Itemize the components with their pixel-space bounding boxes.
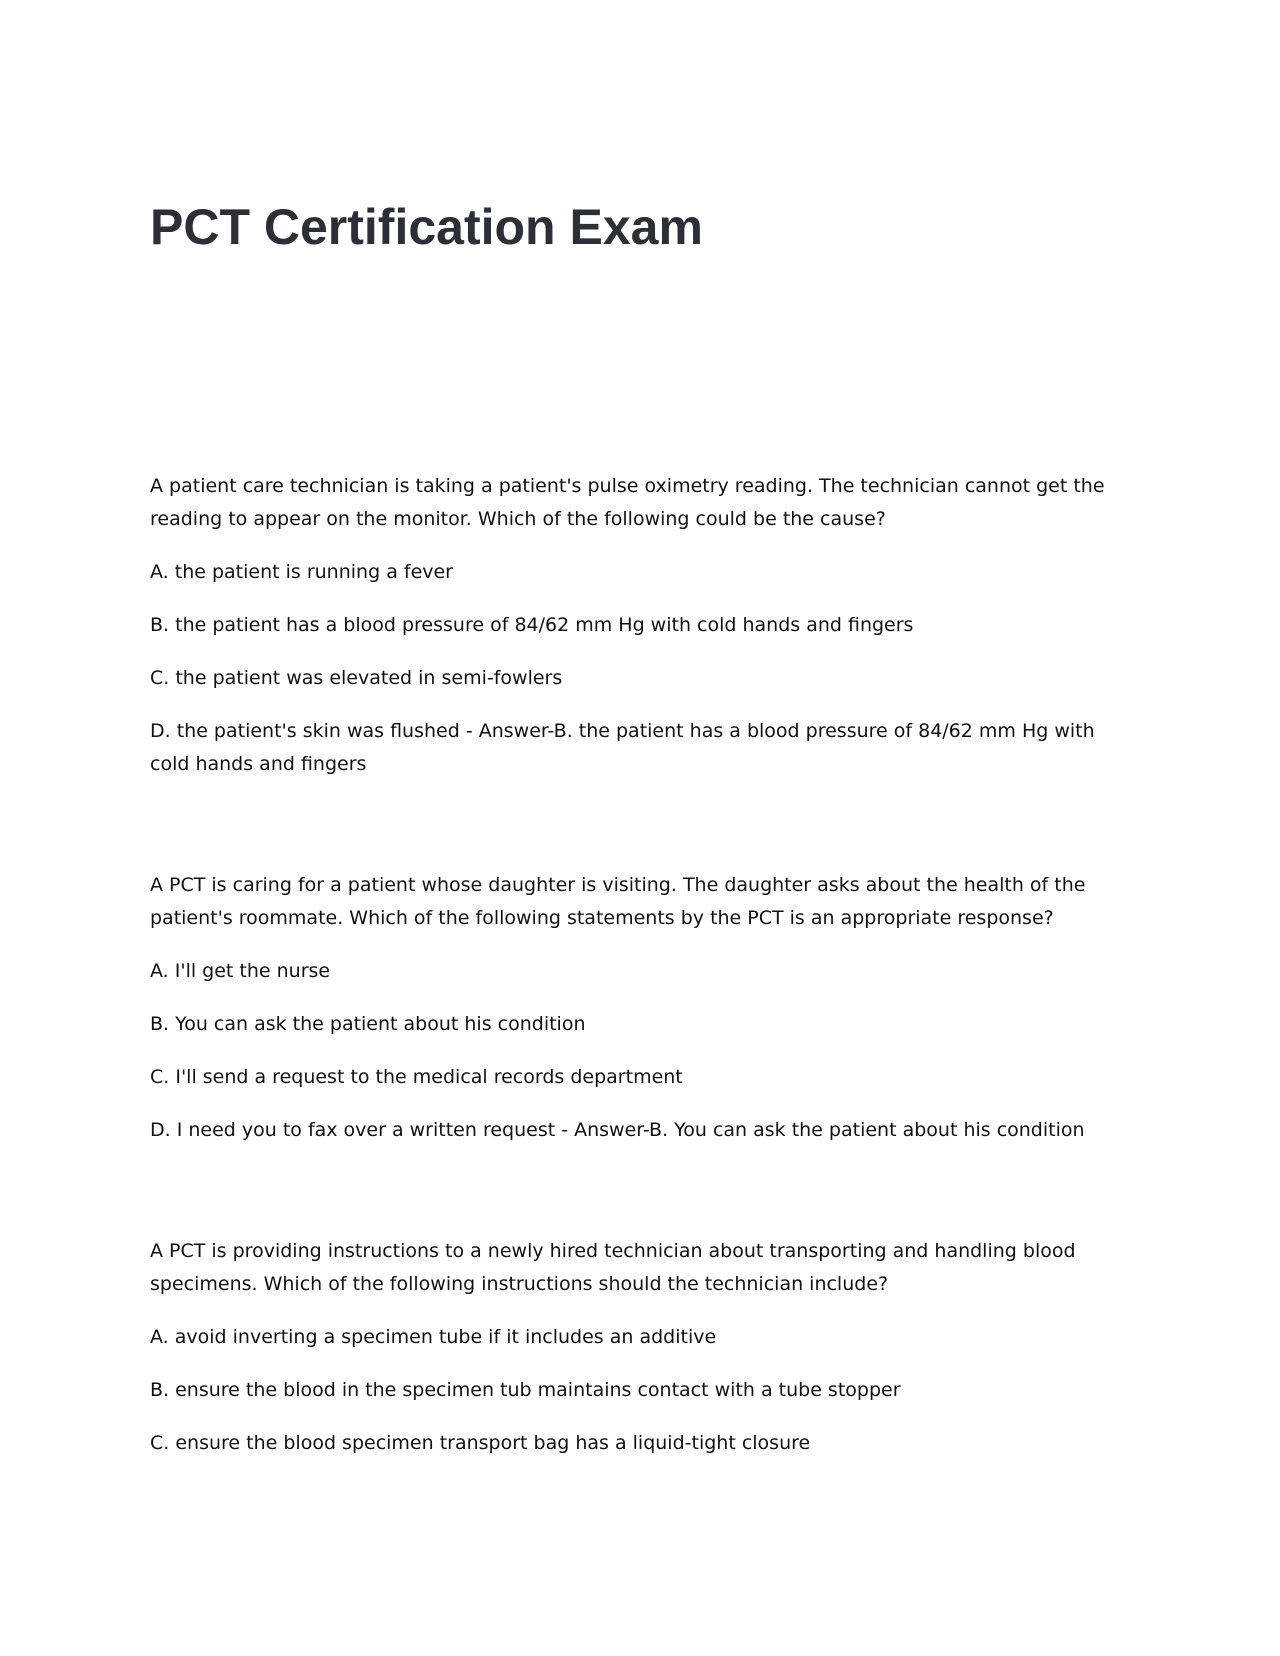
question-3-option-a: A. avoid inverting a specimen tube if it includes an additive: [150, 1326, 717, 1348]
question-2-stem: A PCT is caring for a patient whose daughter is visiting. The daughter asks about the health of the patient's roommate. Which of the following statements by the PCT is an appropriate response?: [150, 874, 1086, 929]
question-2-option-d-answer: D. I need you to fax over a written request - Answer-B. You can ask the patient about his condition: [150, 1119, 1085, 1141]
question-list: [150, 470, 1130, 1460]
question-1-stem: A patient care technician is taking a patient's pulse oximetry reading. The technician cannot get the reading to appear on the monitor. Which of the following could be the cause?: [150, 475, 1105, 530]
question-3-option-c: C. ensure the blood specimen transport bag has a liquid-tight closure: [150, 1432, 811, 1454]
question-3: [150, 1235, 1130, 1460]
question-1: [150, 470, 1130, 781]
question-1-option-d-answer: D. the patient's skin was flushed - Answer-B. the patient has a blood pressure of 84/62 mm Hg with cold hands and fingers: [150, 720, 1095, 775]
question-1-option-c: C. the patient was elevated in semi-fowlers: [150, 667, 563, 689]
question-2-option-c: C. I'll send a request to the medical records department: [150, 1066, 683, 1088]
question-3-option-b: B. ensure the blood in the specimen tub maintains contact with a tube stopper: [150, 1379, 901, 1401]
page-title: PCT Certification Exam: [150, 199, 703, 255]
question-2: [150, 869, 1130, 1147]
question-1-option-b: B. the patient has a blood pressure of 84/62 mm Hg with cold hands and fingers: [150, 614, 914, 636]
question-1-option-a: A. the patient is running a fever: [150, 561, 453, 583]
question-3-stem: A PCT is providing instructions to a newly hired technician about transporting and handling blood specimens. Which of the following instructions should the technician include?: [150, 1240, 1076, 1295]
question-2-option-a: A. I'll get the nurse: [150, 960, 331, 982]
question-2-option-b: B. You can ask the patient about his condition: [150, 1013, 586, 1035]
